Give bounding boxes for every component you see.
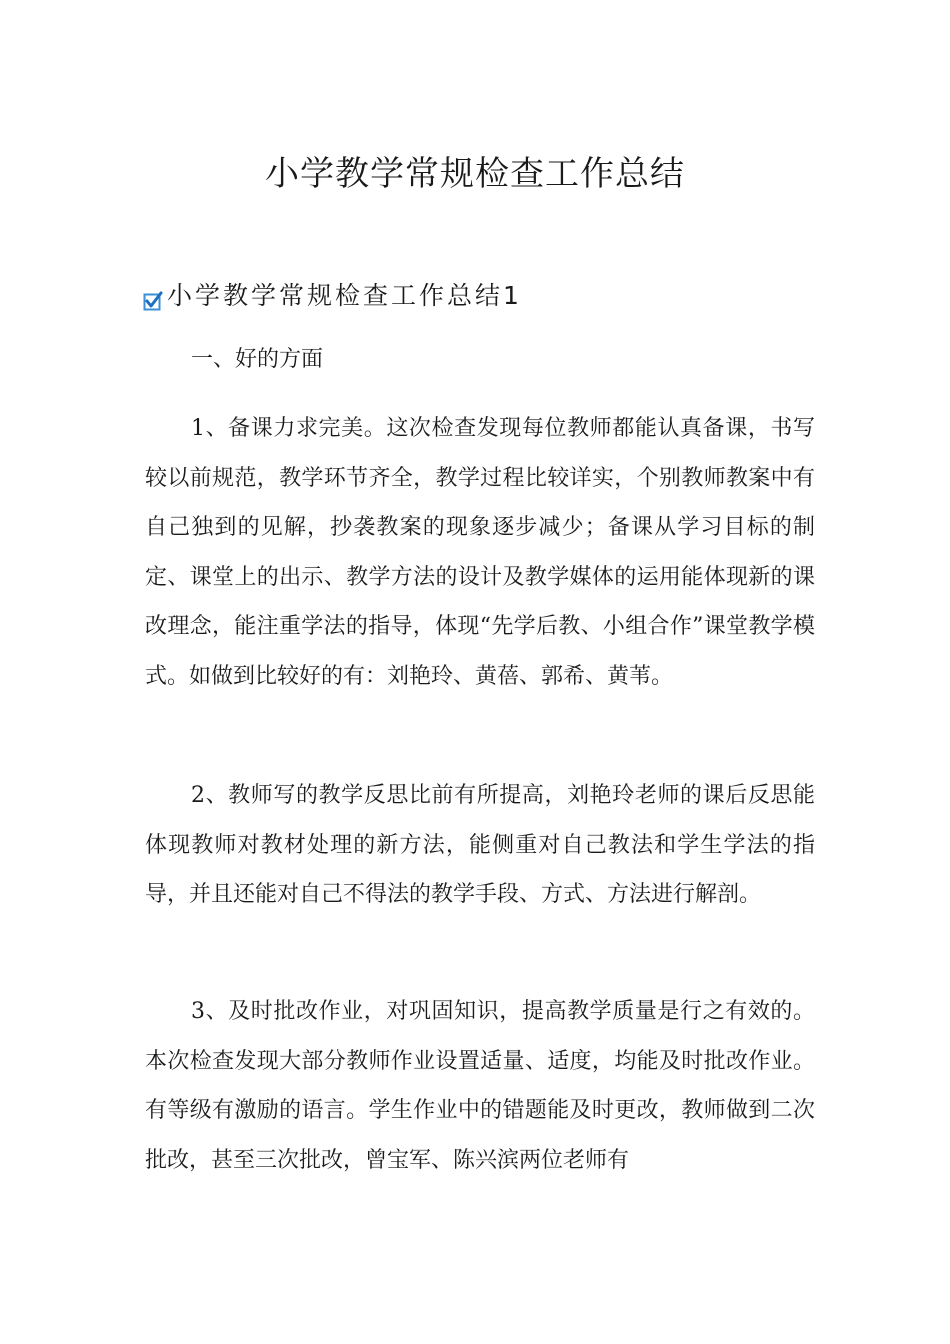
checkbox-checked-icon <box>143 288 163 308</box>
section-heading <box>143 276 522 312</box>
paragraph: 3、及时批改作业，对巩固知识，提高教学质量是行之有效的。本次检查发现大部分教师作业设置适量、适度，均能及时批改作业。有等级有激励的语言。学生作业中的错题能及时更改，教师做到二次批改，甚至三次批改，曾宝军、陈兴滨两位老师有 <box>145 999 815 1173</box>
subheading: 一、好的方面 <box>191 347 324 372</box>
section-heading-text: 小学教学常规检查工作总结1 <box>167 281 522 310</box>
document-title: 小学教学常规检查工作总结 <box>265 154 685 194</box>
paragraph: 2、教师写的教学反思比前有所提高，刘艳玲老师的课后反思能体现教师对教材处理的新方法，能侧重对自己教法和学生学法的指导，并且还能对自己不得法的教学手段、方式、方法进行解剖。 <box>145 783 815 907</box>
paragraph: 1、备课力求完美。这次检查发现每位教师都能认真备课，书写较以前规范，教学环节齐全，教学过程比较详实，个别教师教案中有自己独到的见解，抄袭教案的现象逐步减少；备课从学习目标的制定、课堂上的出示、教学方法的设计及教学媒体的运用能体现新的课改理念，能注重学法的指导，体现“先学后教、小组合作”课堂教学模式。如做到比较好的有：刘艳玲、黄蓓、郭希、黄苇。 <box>145 416 815 689</box>
